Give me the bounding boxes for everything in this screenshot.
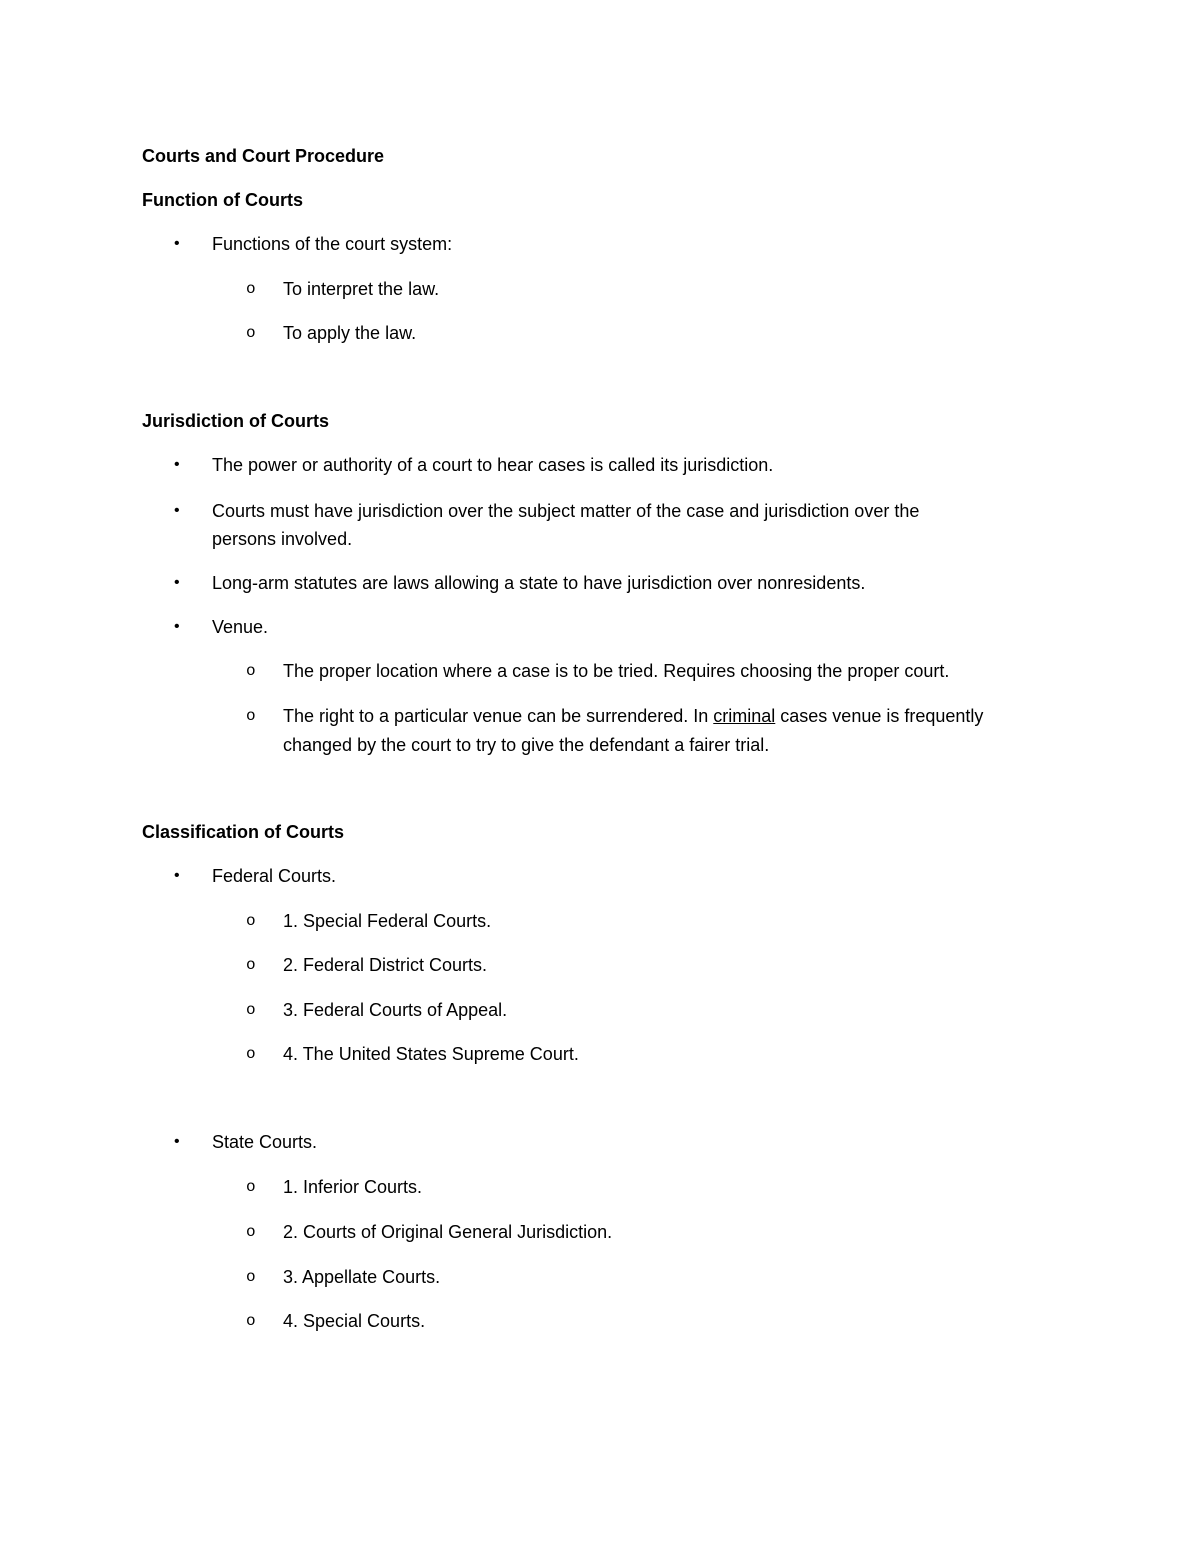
sub-bullet-icon: o <box>246 280 256 298</box>
section-heading-jurisdiction: Jurisdiction of Courts <box>142 411 330 431</box>
bullet-icon: • <box>174 502 180 519</box>
bullet-icon: • <box>174 456 180 473</box>
list-item-continuation: persons involved. <box>212 529 353 549</box>
sub-list-item: 1. Special Federal Courts. <box>283 911 492 931</box>
sub-list-item: To apply the law. <box>283 323 417 343</box>
list-item: Long-arm statutes are laws allowing a state to have jurisdiction over nonresidents. <box>212 573 866 593</box>
sub-bullet-icon: o <box>246 324 256 342</box>
section-heading-function: Function of Courts <box>142 190 303 210</box>
list-item: The power or authority of a court to hear cases is called its jurisdiction. <box>212 455 774 475</box>
sub-bullet-icon: o <box>246 662 256 680</box>
bullet-icon: • <box>174 1133 180 1150</box>
sub-bullet-icon: o <box>246 707 256 725</box>
sub-list-item: 4. The United States Supreme Court. <box>283 1044 579 1064</box>
bullet-icon: • <box>174 618 180 635</box>
list-item: Courts must have jurisdiction over the subject matter of the case and jurisdiction over the <box>212 501 920 521</box>
sub-list-item: 2. Federal District Courts. <box>283 955 488 975</box>
sub-list-item: To interpret the law. <box>283 279 440 299</box>
sub-list-item <box>283 705 983 727</box>
sub-bullet-icon: o <box>246 1223 256 1241</box>
sub-bullet-icon: o <box>246 1178 256 1196</box>
sub-list-item: 3. Federal Courts of Appeal. <box>283 1000 508 1020</box>
list-item: State Courts. <box>212 1132 318 1152</box>
sub-bullet-icon: o <box>246 1312 256 1330</box>
list-item: Functions of the court system: <box>212 234 453 254</box>
text-run: cases venue is frequently <box>775 706 984 726</box>
sub-list-item: The proper location where a case is to be tried. Requires choosing the proper court. <box>283 661 950 681</box>
underlined-word: criminal <box>713 706 776 726</box>
list-item: Venue. <box>212 617 269 637</box>
sub-list-item-continuation: changed by the court to try to give the defendant a fairer trial. <box>283 735 770 755</box>
bullet-icon: • <box>174 867 180 884</box>
sub-bullet-icon: o <box>246 1001 256 1019</box>
bullet-icon: • <box>174 574 180 591</box>
sub-list-item: 4. Special Courts. <box>283 1311 426 1331</box>
bullet-icon: • <box>174 235 180 252</box>
text-run: The right to a particular venue can be surrendered. In <box>283 706 714 726</box>
sub-list-item: 1. Inferior Courts. <box>283 1177 423 1197</box>
sub-bullet-icon: o <box>246 912 256 930</box>
section-heading-classification: Classification of Courts <box>142 822 345 842</box>
sub-bullet-icon: o <box>246 1268 256 1286</box>
sub-list-item: 2. Courts of Original General Jurisdiction. <box>283 1222 613 1242</box>
document-title: Courts and Court Procedure <box>142 146 385 166</box>
list-item: Federal Courts. <box>212 866 337 886</box>
sub-bullet-icon: o <box>246 1045 256 1063</box>
sub-bullet-icon: o <box>246 956 256 974</box>
sub-list-item: 3. Appellate Courts. <box>283 1267 441 1287</box>
